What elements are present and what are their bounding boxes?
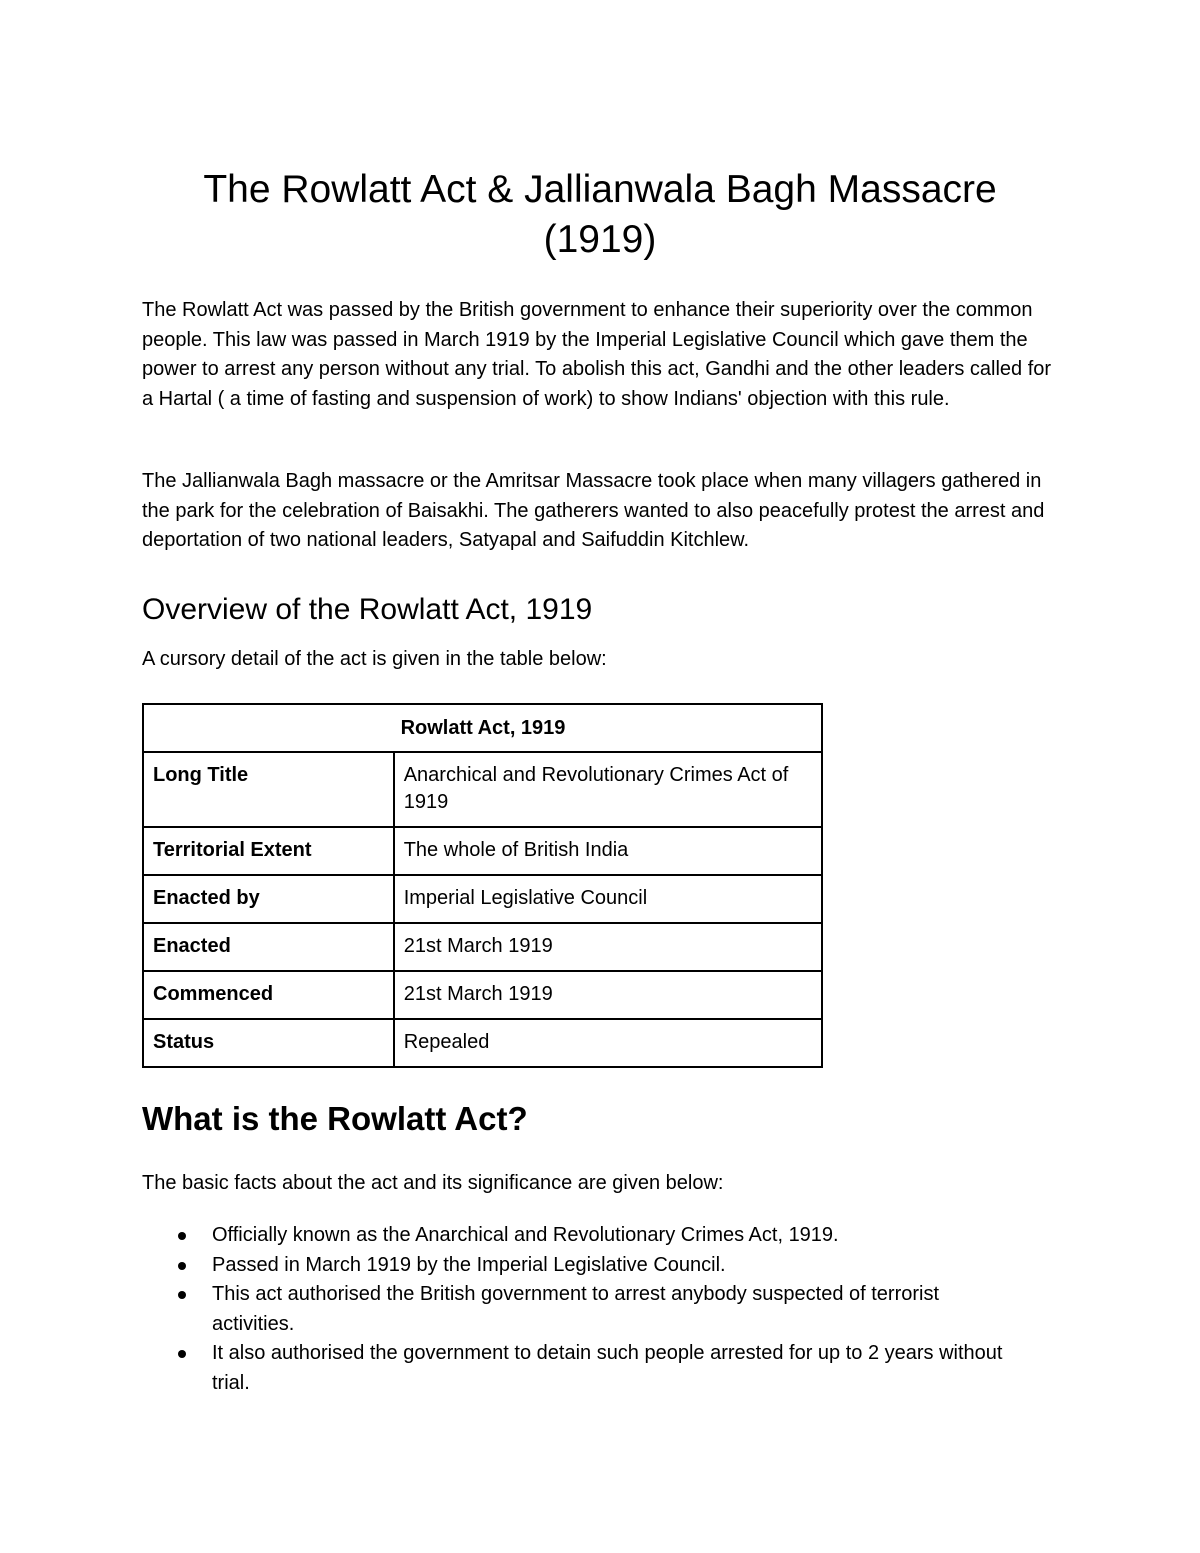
list-item-text: It also authorised the government to detain such people arrested for up to 2 years without trial.	[212, 1342, 1003, 1394]
overview-intro: A cursory detail of the act is given in the table below:	[142, 648, 607, 670]
what-is-heading: What is the Rowlatt Act?	[142, 1100, 528, 1137]
table-row	[143, 1019, 822, 1067]
document-title: The Rowlatt Act & Jallianwala Bagh Massacre (1919)	[203, 168, 997, 261]
table-header-row	[143, 704, 822, 752]
table-value-cell: Anarchical and Revolutionary Crimes Act of 1919	[394, 752, 822, 827]
table-key-cell: Commenced	[143, 971, 394, 1019]
rowlatt-act-table	[142, 703, 823, 1068]
what-is-intro: The basic facts about the act and its significance are given below:	[142, 1172, 724, 1194]
table-row	[143, 923, 822, 971]
table-row	[143, 971, 822, 1019]
bullet-icon	[178, 1232, 186, 1240]
list-item-text: Passed in March 1919 by the Imperial Legislative Council.	[212, 1253, 726, 1276]
list-item-text: This act authorised the British government to arrest anybody suspected of terrorist activities.	[212, 1283, 940, 1335]
bullet-icon	[178, 1291, 186, 1299]
intro-paragraph-rowlatt: The Rowlatt Act was passed by the British government to enhance their superiority over the common people. This law was passed in March 1919 by the Imperial Legislative Council which gave them the power to arrest any person without any trial. To abolish this act, Gandhi and the other leaders called for a Hartal ( a time of fasting and suspension of work) to show Indians' objection with this rule.	[142, 299, 1052, 410]
bullet-icon	[178, 1350, 186, 1358]
table-value-cell: Imperial Legislative Council	[394, 875, 822, 923]
list-item	[142, 1221, 1022, 1251]
table-value-cell: 21st March 1919	[394, 971, 822, 1019]
table-value-cell: The whole of British India	[394, 827, 822, 875]
table-key-cell: Enacted	[143, 923, 394, 971]
table-value-cell: Repealed	[394, 1019, 822, 1067]
table-key-cell: Status	[143, 1019, 394, 1067]
list-item	[142, 1339, 1022, 1398]
list-item	[142, 1280, 1022, 1339]
list-item	[142, 1251, 1022, 1281]
table-header: Rowlatt Act, 1919	[143, 704, 822, 752]
table-key-cell: Long Title	[143, 752, 394, 827]
table-row	[143, 827, 822, 875]
bullet-icon	[178, 1262, 186, 1270]
table-value-cell: 21st March 1919	[394, 923, 822, 971]
table-key-cell: Enacted by	[143, 875, 394, 923]
overview-heading: Overview of the Rowlatt Act, 1919	[142, 593, 593, 626]
facts-list	[142, 1221, 1022, 1398]
table-key-cell: Territorial Extent	[143, 827, 394, 875]
list-item-text: Officially known as the Anarchical and Revolutionary Crimes Act, 1919.	[212, 1224, 839, 1246]
table-row	[143, 752, 822, 827]
intro-paragraph-massacre: The Jallianwala Bagh massacre or the Amritsar Massacre took place when many villagers gathered in the park for the celebration of Baisakhi. The gatherers wanted to also peacefully protest the arrest and deportation of two national leaders, Satyapal and Saifuddin Kitchlew.	[142, 470, 1045, 551]
table-row	[143, 875, 822, 923]
